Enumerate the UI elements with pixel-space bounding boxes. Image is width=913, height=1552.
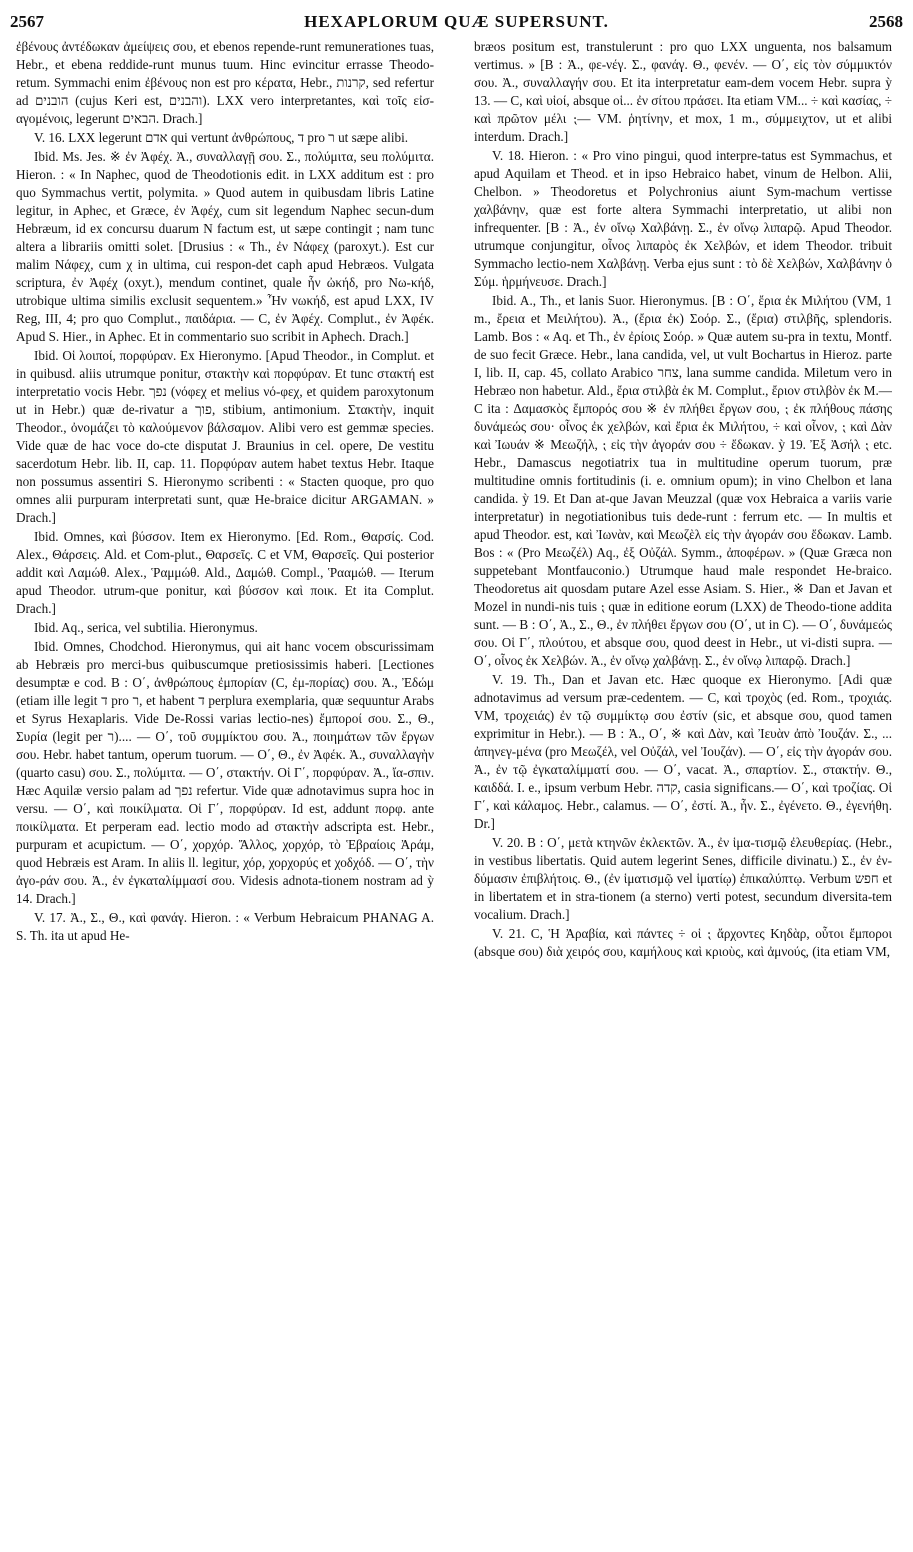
paragraph: V. 16. LXX legerunt אדם qui vertunt ἀνθρώπους, ד pro ר ut sæpe alibi. [34,130,409,145]
page-header [10,12,903,38]
paragraph: V. 18. Hieron. : « Pro vino pingui, quod interpre-tatus est Symmachus, et apud Aquilam et Theod. et in ipso Hebraico habet, vinum de Helbon. Alii, Chelbon. » Theodoretus et Polychronius aiunt Sym-machum vertisse χαλβάνην, quæ est forte altera Symmachi interpretatio, ut alibi non infrequenter. [B : Ἀ., ἐν οἴνῳ Χαλβάνῃ. Σ., ἐν οἴνῳ λιπαρῷ. Apud Theodor. utrumque conjungitur, οἶνος λιπαρὸς ἐκ Χελβών, et idem Theodor. tribuit Symmacho lectio-nem Χαλβάνῃ. Verba ejus sunt : τὸ δὲ Χελβών, Χαλβάνην ὁ Σύμ. ἡρμήνευσε. Drach.] [474,148,892,289]
right-column [474,38,892,1538]
paragraph: Ibid. Οἱ λοιποί, πορφύραν. Ex Hieronymo. [Apud Theodor., in Complut. et in quibusd. aliis utrumque ponitur, στακτὴν καὶ πορφύραν. Et tunc στακτή est interpretatio vocis Hebr. נפך (νόφεχ et melius νό-φεχ, et quidem paroxytonum ut in Hebr.) quæ de-rivatur a פוך, stibium, antimonium. Στακτὴν, inquit Theodor., ὀνομάζει τὸ καλούμενον βάλσαμον. Alibi vero est gemmæ species. Vide quæ de hac voce do-cte disputat J. Braunius in cel. opere, De vestitu sacerdotum Hebr. lib. II, cap. 11. Πορφύραν autem habet textus Hebr. Itaque non possumus assentiri S. Hieronymo scribenti : « Stacten quoque, pro quo omnes alii purpuram interpretati sunt, quæ He-braice dicitur ARGAMAN. » Drach.] [16,348,434,525]
paragraph: Ibid. Omnes, καὶ βύσσον. Item ex Hieronymo. [Ed. Rom., Θαρσίς. Cod. Alex., Θάρσεις. Ald. et Com-plut., Θαρσεῖς. C et VM, Θαρσεῖς. Qui posterior addit καὶ Λαμώθ. Alex., Ῥαμμώθ. Ald., Δαμώθ. Compl., Ῥααμώθ. — Iterum apud Theodor. utrum-que ponitur, καὶ βύσσον καὶ ποικ. Et ita Complut. Drach.] [16,529,434,616]
paragraph: V. 21. C, Ἡ Ἀραβία, καὶ πάντες ÷ οἱ ⁏ ἄρχοντες Κηδὰρ, οὗτοι ἔμποροι (absque σου) διὰ χειρός σου, καμήλους καὶ κριοὺς, καὶ ἀμνούς, (ita etiam VM, [474,926,892,959]
paragraph: V. 17. Ἀ., Σ., Θ., καὶ φανάγ. Hieron. : « Verbum Hebraicum PHANAG A. S. Th. ita ut apud He- [16,910,434,943]
running-title: HEXAPLORUM QUÆ SUPERSUNT. [304,12,609,31]
paragraph: ἐβένους ἀντέδωκαν ἀμείψεις σου, et ebenos repende-runt remunerationes tuas, Hebr., et ebena reddide-runt munus tuum. Hinc evincitur errasse Theodo-retum. Symmachi enim ἐβένους non est pro κέρατα, Hebr., קרנות, sed refertur ad הובנים (cujus Keri est, והבנים). LXX vero interpretantes, καὶ τοῖς εἰσ-αγομένοις, legerunt הבאים. Drach.] [16,39,434,126]
paragraph: V. 20. B : Ο΄, μετὰ κτηνῶν ἐκλεκτῶν. Ἀ., ἐν ἱμα-τισμῷ ἐλευθερίας. (Hebr., in vestibus libertatis. Quid autem legerint Senes, difficile divinatu.) Σ., ἐν ἐν-δύμασιν ἐπιβλήτοις. Θ., (ἐν ἱματισμῷ vel ἱματίῳ) ἐπικαλύπτῳ. Verbum חפש et in libertatem et in stra-tionem (a sterno) verti potest, secundum diversita-tem vocalium. Drach.] [474,835,892,922]
left-column [16,38,434,1538]
paragraph: bræos positum est, transtulerunt : pro quo LXX unguenta, nos balsamum vertimus. » [B : Ἀ., φε-νέγ. Σ., φανάγ. Θ., φενέν. — Ο΄, εἰς τὸν σύμμικτόν σου. Ἀ., συναλλαγήν σου. Et ita interpretatur eam-dem vocem Hebr. supra ỳ 13. — C, καὶ υἱοί, absque οἱ... ἐν σίτου πράσει. Ita etiam VM... ÷ καὶ κασίας, ÷ καὶ πρῶτον μέλι ⁏— VM. ῥητίνην, et mox, 1 m., σύμμειχτον, ut et alibi interdum. Drach.] [474,39,892,144]
paragraph: Ibid. A., Th., et lanis Suor. Hieronymus. [B : Ο΄, ἔρια ἐκ Μιλήτου (VM, 1 m., ἔρεια et Μειλήτου). Ἀ., (ἔρια ἐκ) Σοόρ. Σ., (ἔρια) στιλβῆς, splendoris. Lamb. Bos : « Aq. et Th., ἐν ἐρίοις Σοόρ. » Quæ autem su-pra in textu, Montf. de suo fecit Græce. Hebr., lana candida, vel, ut vult Bochartus in Hieroz. parte I, lib. II, cap. 45, collato Arabico צחר, lana summe candida. Miletum vero in Hebræo non habetur. Ald., ἔρια στιλβὰ ἐκ Μ. Complut., ἔριον στιλβὸν ἐκ Μ.— C ita : Δαμασκὸς ἔμπορός σου ※ ἐν πλήθει ἔργων σου, ⁏ ἐκ πλήθους πάσης δυνάμεώς σου· οἶνος ἐκ χελβών, καὶ ἔρια ἐκ Μιλήτου, ÷ καὶ οἶνον, ⁏ καὶ Δὰν καὶ Ἰωυάν ※ Μεωζήλ, ⁏ εἰς τὴν ἀγοράν σου ÷ ἔδωκαν. ỳ 19. Ἐξ Ἀσήλ ⁏ etc. Hebr., Damascus negotiatrix tua in multitudine operum tuorum, præ multitudine omnis fortitudinis (i. e. omnium opum); in vino Chelbon et lana candida. ỳ 19. Et Dan at-que Javan Meuzzal (quæ vox Hebraica a variis varie interpretatur) in negotiationibus tuis dede-runt : ferrum etc. — In multis et apud Theodor. est, καὶ Ἰωνὰν, καὶ Μεωζὲλ εἰς τὴν ἀγοράν σου ἔδωκαν. Lamb. Bos : « (Pro Μεωζέλ) Aq., ἐξ Οὐζάλ. Symm., ἀποφέρων. » (Quæ Græca non suppetebant Montfauconio.) Utrumque haud male respondet He-braico. Theodoretus ait quosdam putare Azel esse Asiam. S. Hier., ※ Dan et Javan et Mozel in nundi-nis tuis ⁏ quæ in editione eorum (LXX) de Theodo-tione addita sunt. — B : Ο΄, Ἀ., Σ., Θ., ἐν πλήθει ἔργων σου (Ο΄, ut in C). — Ο΄, δυνάμεώς σου. Οἱ Γ΄, πλούτου, et absque σου, quod deest in Hebr., ut vi-disti supra. — Ο΄, οἶνος ἐκ Χελβών. Ἀ., ἐν οἴνῳ χαλβάνῃ. Σ., ἐν οἴνῳ λιπαρῷ. Drach.] [474,293,892,668]
left-page-number: 2567 [10,12,44,31]
right-page-number: 2568 [869,12,903,31]
paragraph: Ibid. Aq., serica, vel subtilia. Hieronymus. [34,620,258,635]
paragraph: Ibid. Ms. Jes. ※ ἐν Ἀφέχ. Ἀ., συναλλαγῇ σου. Σ., πολύμιτα, seu πολύμιτα. Hieron. : « In Naphec, quod de Theodotionis edit. in LXX additum est : pro quo Symmachus vertit, polymita. » Quod autem in quibusdam libris Latine legitur, in Aphec, et Græce, ἐν Ἀφέχ, cum sit legendum Naphec secun-dum Hebræum, id ex concursu duarum N factum est, ut sæpe contingit ; nam tunc altera a librariis omitti solet. [Drusius : « Th., ἐν Νάφεχ (paroxyt.). Est cur malim Νάφεχ, cum χ in ultima, cui respon-det caph apud Hebræos. Vulgata scriptura, ἐν Ἀφέχ (oxyt.), mendum continet, quale ἦν ὠκήδ, pro Νω-κήδ, utrobique ultima similis exclusit sequentem.» Ἦν νωκήδ, est apud LXX, IV Reg, III, 4; pro quo Complut., παιδάρια. — C, ἐν Ἀφέχ. Complut., ἐν Ἀφέκ. Apud S. Hier., in Aphec. Et in commentario suo scribit in Aphech. Drach.] [16,149,434,344]
paragraph: V. 19. Th., Dan et Javan etc. Hæc quoque ex Hieronymo. [Adi quæ adnotavimus ad versum præ-cedentem. — C, καὶ τροχὸς (ed. Rom., τροχιάς. VM, τροχειάς) ἐν τῷ συμμίκτῳ σου ἐστίν (sic, et absque σου, quod tamen exprimitur in Hebr.). — B : Ἀ., Ο΄, ※ καὶ Δὰν, καὶ Ἰευὰν ἀπὸ Ἰουζάν. Σ., ... ἀπηνεγ-μένα (pro Μεωζέλ, vel Οὐζάλ, vel Ἰουζάν). — Ο΄, εἰς τὴν ἀγοράν σου. Ἀ., ἐν τῷ ἐγκαταλίμματί σου. — Ο΄, vacat. Ἀ., σπαρτίον. Σ., στακτήν. Θ., καιδδά. I. e., ipsum verbum Hebr. קדה, casia significans.— Ο΄, καὶ τροζίας. Οἱ Γ΄, καὶ κάλαμος. Hebr., calamus. — Ο΄, ἐστί. Ἀ., ἦν. Σ., ἐγένετο. Θ., ἐγενήθη. Dr.] [474,672,892,831]
paragraph: Ibid. Omnes, Chodchod. Hieronymus, qui ait hanc vocem obscurissimam ab Hebræis pro merci-bus quibuscumque pretiosissimis haberi. [Lectiones desumptæ e cod. B : Ο΄, ἀνθρώπους ἐμπορίαν (C, ἐμ-πορίας) σου. Ἀ., Ἐδώμ (etiam ille legit ד pro ר, et habent ד perplura exemplaria, quæ sequuntur Arabs et Syrus Hexaplaris. Vide De-Rossi varias lectio-nes) ἔμποροί σου. Σ., Θ., Συρία (legit per ר).... — Ο΄, τοῦ συμμίκτου σου. Ἀ., ποιημάτων τῶν ἔργων σου. Hebr. habet tantum, operum tuorum. — Ο΄, Θ., ἐν Ἀφέκ. Ἀ., συναλλαγὴν (quarto casu) σου. Σ., πολύμιτα. — Ο΄, στακτήν. Οἱ Γ΄, πορφύραν. Ἀ., ἴα-σπιν. Hæc Aquilæ versio palam ad נפך refertur. Vide quæ adnotavimus supra hoc in versu. — Ο΄, καὶ ποικίλματα. Οἱ Γ΄, πορφύραν. Id est, addunt πορφ. ante ποικίλματα. Et perperam ead. lectio modo ad στακτὴν adscripta est. Hebr., purpuram et acupictum. — Ο΄, χορχόρ. Ἄλλος, χορχόρ, τὸ Ἑβραίοις Ἀράμ, quod Hebræis est Aram. In aliis ll. legitur, χόρ, χορχορύς et χοδχόδ. — Ο΄, τὴν ἀγο-ράν σου. Ἀ., ἐν ἐγκαταλίμμασί σου. Videsis adnota-tionem nostram ad ỳ 14. Drach.] [16,639,434,906]
